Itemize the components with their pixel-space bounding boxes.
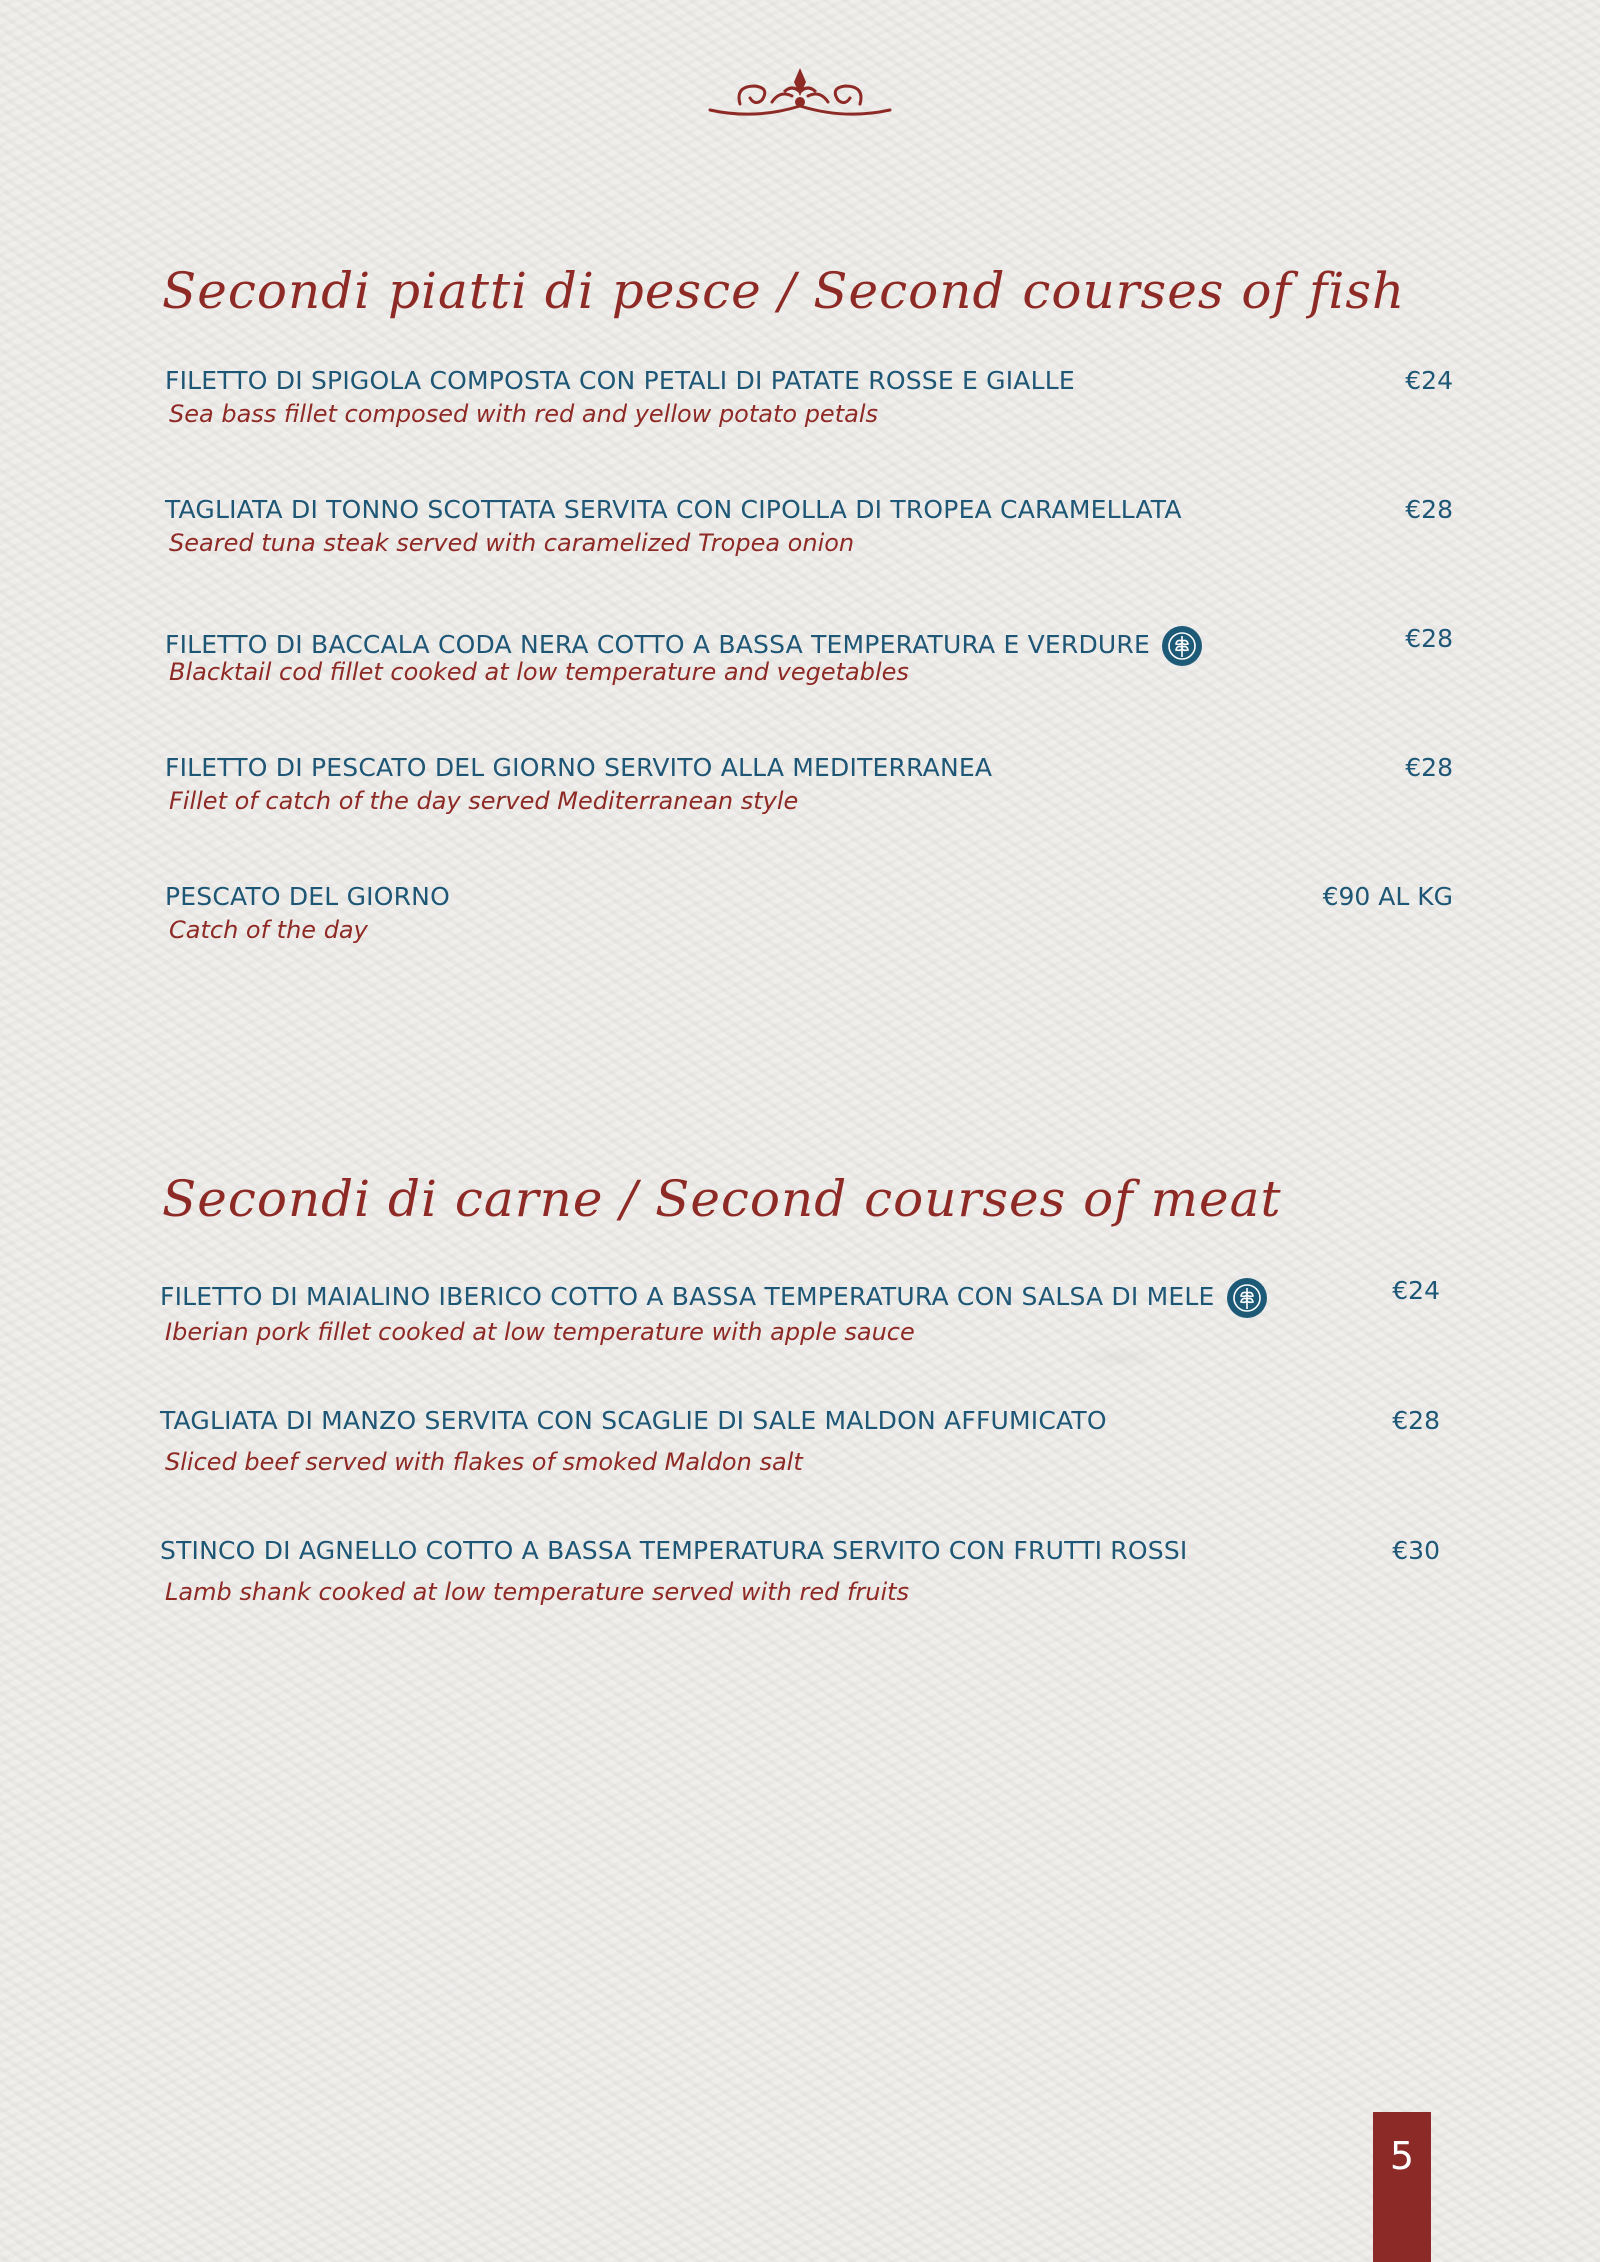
item-description: Blacktail cod fillet cooked at low temperature and vegetables xyxy=(169,658,909,686)
gluten-free-wheat-icon xyxy=(1227,1278,1267,1318)
item-name: FILETTO DI PESCATO DEL GIORNO SERVITO ALLA MEDITERRANEA xyxy=(165,753,993,782)
item-name: STINCO DI AGNELLO COTTO A BASSA TEMPERATURA SERVITO CON FRUTTI ROSSI xyxy=(160,1536,1188,1565)
item-description: Sliced beef served with flakes of smoked Maldon salt xyxy=(165,1448,803,1476)
item-name: TAGLIATA DI MANZO SERVITA CON SCAGLIE DI SALE MALDON AFFUMICATO xyxy=(160,1406,1107,1435)
item-price: €24 xyxy=(1405,366,1453,395)
item-name: TAGLIATA DI TONNO SCOTTATA SERVITA CON CIPOLLA DI TROPEA CARAMELLATA xyxy=(165,495,1182,524)
item-price: €28 xyxy=(1392,1406,1440,1435)
item-price: €24 xyxy=(1392,1276,1440,1305)
item-price: €28 xyxy=(1405,624,1453,653)
item-price: €28 xyxy=(1405,495,1453,524)
page-number: 5 xyxy=(1389,2134,1415,2178)
gluten-free-wheat-icon xyxy=(1162,626,1202,666)
item-price: €28 xyxy=(1405,753,1453,782)
item-name: FILETTO DI MAIALINO IBERICO COTTO A BASSA TEMPERATURA CON SALSA DI MELE xyxy=(160,1276,1267,1316)
item-description: Catch of the day xyxy=(169,916,368,944)
section-title-meat: Secondi di carne / Second courses of meat xyxy=(162,1170,1282,1228)
item-name: FILETTO DI BACCALA CODA NERA COTTO A BASSA TEMPERATURA E VERDURE xyxy=(165,624,1202,664)
item-name: PESCATO DEL GIORNO xyxy=(165,882,450,911)
section-title-fish: Secondi piatti di pesce / Second courses of fish xyxy=(162,262,1406,320)
item-description: Fillet of catch of the day served Mediterranean style xyxy=(169,787,799,815)
item-description: Lamb shank cooked at low temperature served with red fruits xyxy=(165,1578,910,1606)
page-number-tab xyxy=(1373,2112,1431,2262)
item-name: FILETTO DI SPIGOLA COMPOSTA CON PETALI DI PATATE ROSSE E GIALLE xyxy=(165,366,1075,395)
item-description: Seared tuna steak served with caramelized Tropea onion xyxy=(169,529,855,557)
item-description: Sea bass fillet composed with red and yellow potato petals xyxy=(169,400,878,428)
flourish-ornament-icon xyxy=(700,62,900,122)
item-price: €90 AL KG xyxy=(1322,882,1453,911)
item-description: Iberian pork fillet cooked at low temperature with apple sauce xyxy=(165,1318,915,1346)
item-price: €30 xyxy=(1392,1536,1440,1565)
